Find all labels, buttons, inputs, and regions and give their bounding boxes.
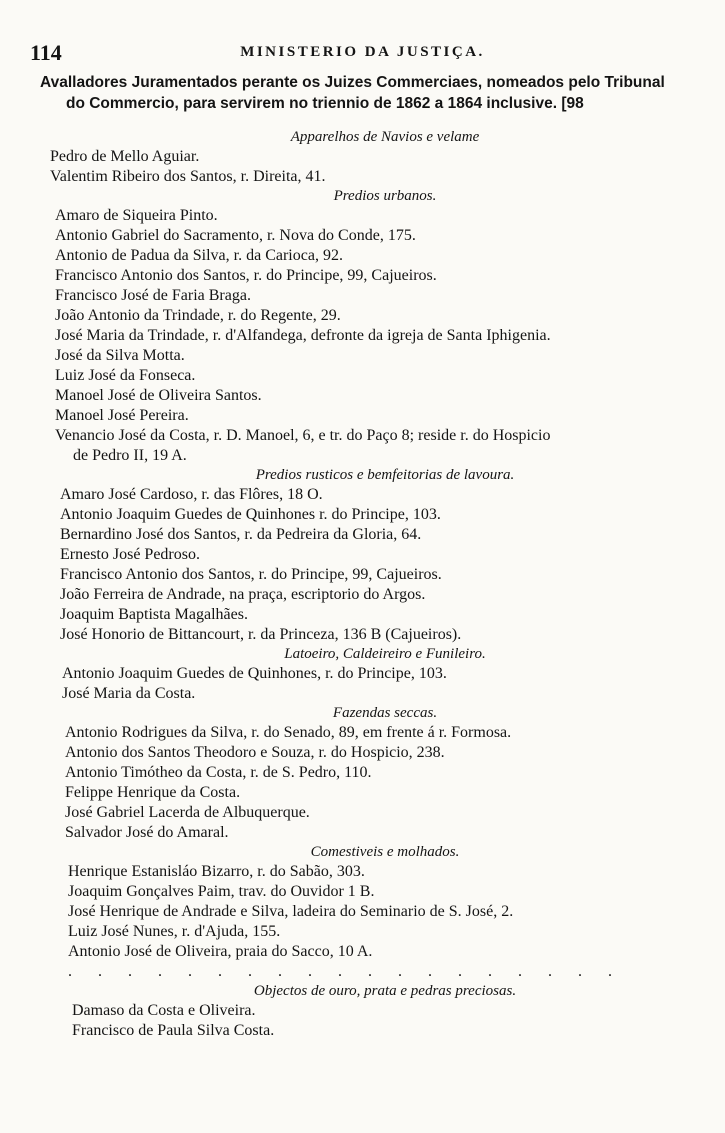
directory-entry: José Honorio de Bittancourt, r. da Princeza, 136 B (Cajueiros). <box>60 626 462 643</box>
directory-entry: João Antonio da Trindade, r. do Regente, 29. <box>55 307 341 324</box>
running-title: MINISTERIO DA JUSTIÇA. <box>240 44 485 60</box>
intro-line: do Commercio, para servirem no triennio de 1862 a 1864 inclusive. [98 <box>66 95 584 112</box>
directory-entry: Antonio Gabriel do Sacramento, r. Nova do Conde, 175. <box>55 227 416 244</box>
directory-entry: Antonio Joaquim Guedes de Quinhones r. do Principe, 103. <box>60 506 441 523</box>
omission-dots: . . . . . . . . . . . . . . . . . . . <box>68 963 623 980</box>
section-heading: Latoeiro, Caldeireiro e Funileiro. <box>284 646 486 662</box>
directory-entry: José Gabriel Lacerda de Albuquerque. <box>65 804 310 821</box>
directory-entry: Antonio Timótheo da Costa, r. de S. Pedro, 110. <box>65 764 372 781</box>
directory-entry: Bernardino José dos Santos, r. da Pedreira da Gloria, 64. <box>60 526 422 543</box>
directory-entry: Luiz José Nunes, r. d'Ajuda, 155. <box>68 923 281 940</box>
directory-entry: Antonio Rodrigues da Silva, r. do Senado, 89, em frente á r. Formosa. <box>65 724 512 741</box>
directory-entry: Amaro de Siqueira Pinto. <box>55 207 218 224</box>
directory-entry: José Henrique de Andrade e Silva, ladeira do Seminario de S. José, 2. <box>68 903 514 920</box>
directory-entry: Damaso da Costa e Oliveira. <box>72 1002 256 1019</box>
directory-entry: Luiz José da Fonseca. <box>55 367 196 384</box>
directory-entry: Antonio José de Oliveira, praia do Sacco, 10 A. <box>68 943 373 960</box>
directory-entry: Francisco Antonio dos Santos, r. do Principe, 99, Cajueiros. <box>55 267 437 284</box>
directory-entry: José Maria da Costa. <box>62 685 196 702</box>
directory-entry: José Maria da Trindade, r. d'Alfandega, defronte da igreja de Santa Iphigenia. <box>55 327 551 344</box>
directory-entry: Felippe Henrique da Costa. <box>65 784 241 801</box>
directory-entry: José da Silva Motta. <box>55 347 185 364</box>
section-heading: Objectos de ouro, prata e pedras preciosas. <box>253 983 517 999</box>
directory-entry: Manoel José Pereira. <box>55 407 189 424</box>
directory-entry: Salvador José do Amaral. <box>65 824 229 841</box>
page-header <box>0 40 725 68</box>
directory-entry: Ernesto José Pedroso. <box>60 546 200 563</box>
directory-entry: João Ferreira de Andrade, na praça, escriptorio do Argos. <box>60 586 426 603</box>
page-number: 114 <box>30 40 62 65</box>
directory-entry: Venancio José da Costa, r. D. Manoel, 6, e tr. do Paço 8; reside r. do Hospicio <box>55 427 551 444</box>
section-heading: Predios rusticos e bemfeitorias de lavoura. <box>255 467 515 483</box>
directory-entry: Antonio dos Santos Theodoro e Souza, r. do Hospicio, 238. <box>65 744 445 761</box>
directory-entry: Valentim Ribeiro dos Santos, r. Direita, 41. <box>50 168 326 185</box>
directory-entry: Henrique Estanisláo Bizarro, r. do Sabão, 303. <box>68 863 365 880</box>
directory-entry: Francisco de Paula Silva Costa. <box>72 1022 275 1039</box>
directory-entry: Antonio Joaquim Guedes de Quinhones, r. do Principe, 103. <box>62 665 447 682</box>
intro-heading <box>40 72 690 114</box>
section-heading: Predios urbanos. <box>333 188 437 204</box>
directory-entry: Joaquim Baptista Magalhães. <box>60 606 248 623</box>
directory-entry: Francisco Antonio dos Santos, r. do Principe, 99, Cajueiros. <box>60 566 442 583</box>
section-heading: Comestiveis e molhados. <box>310 844 460 860</box>
directory-entry: Manoel José de Oliveira Santos. <box>55 387 262 404</box>
section-heading: Fazendas seccas. <box>332 705 438 721</box>
document-body <box>0 128 725 1041</box>
section-heading: Apparelhos de Navios e velame <box>290 129 480 145</box>
directory-entry: Antonio de Padua da Silva, r. da Carioca, 92. <box>55 247 343 264</box>
directory-entry: Francisco José de Faria Braga. <box>55 287 251 304</box>
directory-entry: Pedro de Mello Aguiar. <box>50 148 200 165</box>
directory-entry: Joaquim Gonçalves Paim, trav. do Ouvidor 1 B. <box>68 883 375 900</box>
intro-line: Avalladores Juramentados perante os Juizes Commerciaes, nomeados pelo Tribunal <box>40 74 665 91</box>
directory-entry: Amaro José Cardoso, r. das Flôres, 18 O. <box>60 486 323 503</box>
entry-continuation: de Pedro II, 19 A. <box>73 447 187 464</box>
